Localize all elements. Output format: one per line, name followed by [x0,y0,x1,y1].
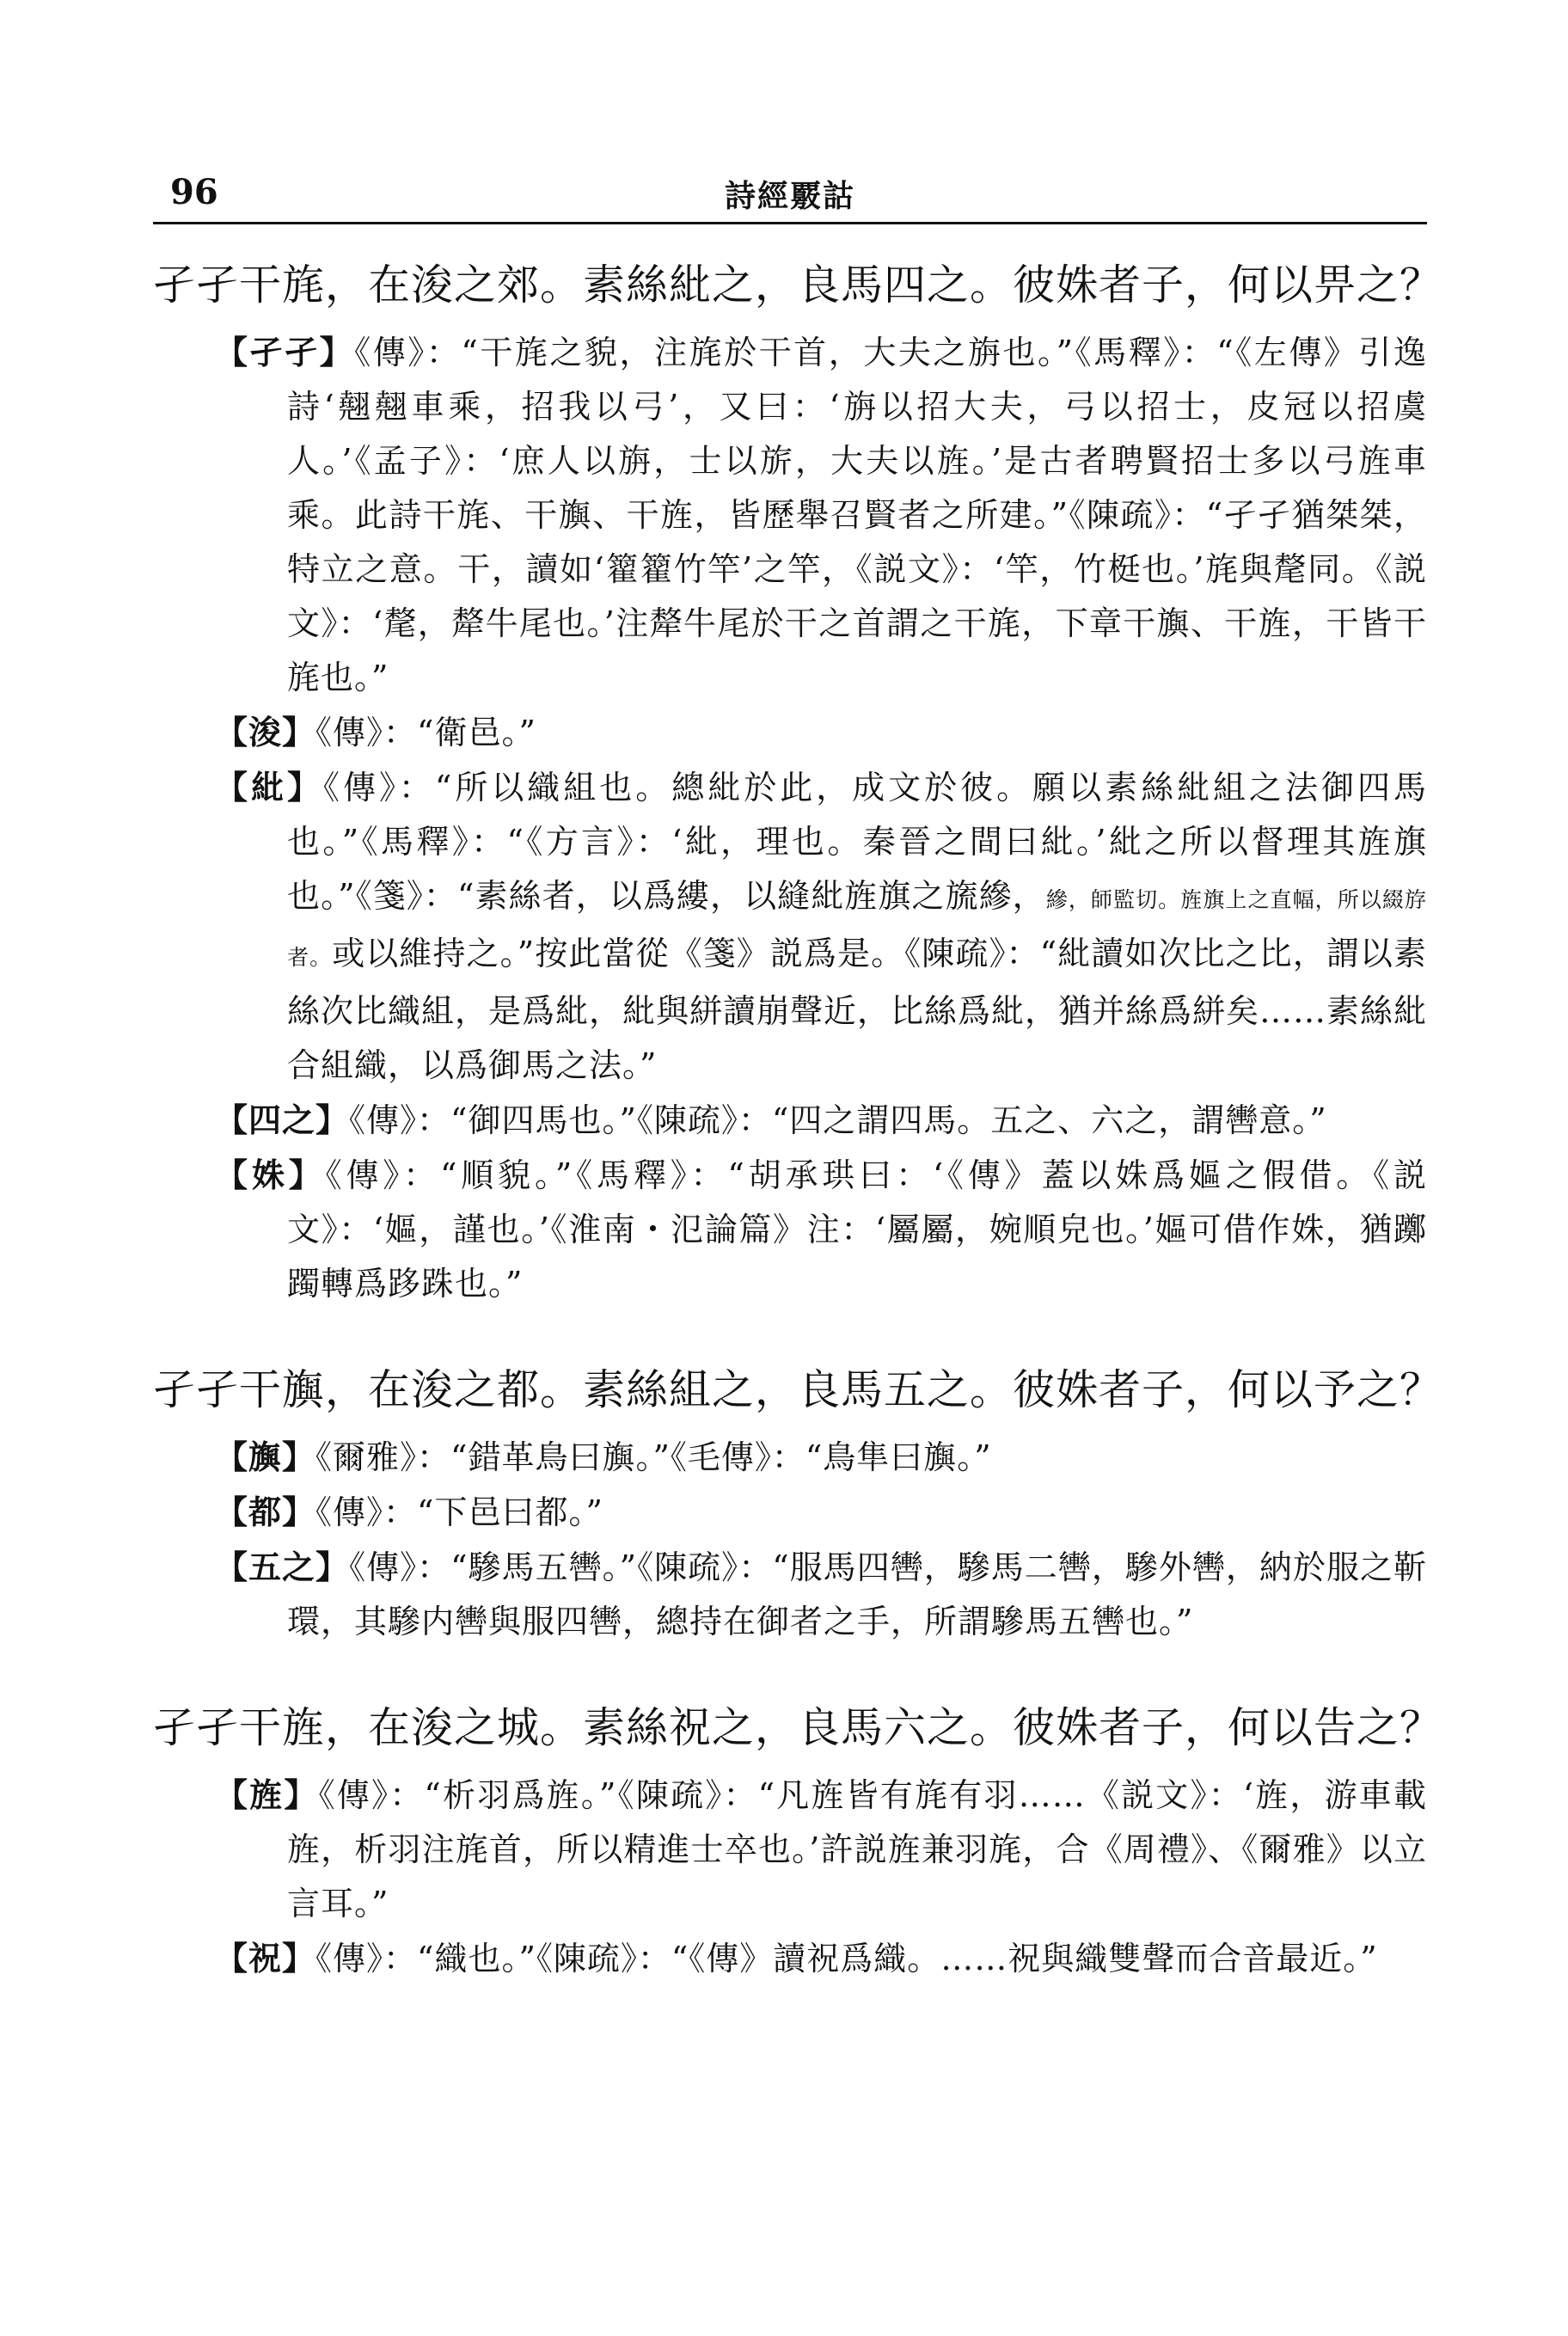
annotation-text: 《傳》：“驂馬五轡。”《陳疏》：“服馬四轡，驂馬二轡，驂外轡，納於服之靳環，其驂内轡與服四轡，總持在御者之手，所謂驂馬五轡也。” [287,1548,1427,1640]
stanza-section-2 [153,1363,1443,1649]
annotation-entry [215,325,1427,705]
annotation-term: 【旟】 [215,1438,316,1476]
annotation-text: 《傳》：“順貌。”《馬釋》：“胡承珙曰：‘《傳》蓋以姝爲嫗之假借。《説文》：‘嫗，謹也。’《淮南・氾論篇》注：‘屬屬，婉順皃也。’嫗可借作姝，猶躑躅轉爲跢跦也。” [287,1156,1427,1303]
annotation-entry [215,1768,1427,1931]
annotation-entry [215,705,1427,760]
annotation-entry [215,1430,1427,1485]
stanza-section-1 [153,258,1443,1311]
running-title: 詩經覈詁 [724,178,855,214]
annotation-entry [215,760,1427,1093]
annotation-entry [215,1485,1427,1540]
annotation-term: 【姝】 [215,1156,326,1194]
annotation-text: 《傳》：“御四馬也。”《陳疏》：“四之謂四馬。五之、六之，謂轡意。” [349,1101,1327,1139]
annotation-text: 《傳》：“衛邑。” [315,714,536,751]
header-rule [153,222,1427,224]
annotation-term: 【旌】 [215,1775,319,1814]
page-body [153,258,1443,1986]
annotation-entry [215,1148,1427,1311]
annotation-entry [215,1931,1427,1986]
annotation-text: 《傳》：“析羽爲旌。”《陳疏》：“凡旌皆有旄有羽……《説文》：‘旌，游車載旌，析羽注旄首，所以精進士卒也。’許説旌兼羽旄，合《周禮》、《爾雅》以立言耳。” [287,1776,1427,1922]
annotation-text: 《傳》：“干旄之貌，注旄於干首，大夫之旃也。”《馬釋》：“《左傳》引逸詩‘翹翹車乘，招我以弓’，又曰：‘旃以招大夫，弓以招士，皮冠以招虞人。’《孟子》：‘庶人以旃，士以旂，大夫以旌。’是古者聘賢招士多以弓旌車乘。此詩干旄、干旟、干旌，皆歷舉召賢者之所建。”《陳疏》：“孑孑猶桀桀，特立之意。干，讀如‘籊籊竹竿’之竿，《説文》：‘竿，竹梃也。’旄與氂同。《説文》：‘氂，犛牛尾也。’注犛牛尾於干之首謂之干旄，下章干旟、干旌，干皆干旄也。” [287,334,1427,696]
annotation-text: 《傳》：“所以織組也。總紕於此，成文於彼。願以素絲紕組之法御四馬也。”《馬釋》：“《方言》：‘紕，理也。秦晉之間曰紕。’紕之所以督理其旌旗也。”《箋》：“素絲者，以爲縷，以縫紕旌旗之旒縿， [287,769,1427,915]
page-number: 96 [170,172,218,212]
stanza-line-1: 孑孑干旄，在浚之郊。素絲紕之，良馬四之。彼姝者子，何以畀之？ [153,261,1443,310]
annotation-entry [215,1093,1427,1148]
annotation-term: 【浚】 [215,713,316,751]
annotation-term: 【孑孑】 [215,333,355,371]
annotation-text: 《傳》：“下邑曰都。” [315,1493,603,1531]
section-spacer [153,1311,1427,1363]
stanza-section-3 [153,1701,1443,1986]
annotation-term: 【五之】 [215,1548,350,1586]
annotation-text: 《爾雅》：“錯革鳥曰旟。”《毛傳》：“鳥隼曰旟。” [315,1438,992,1476]
section-spacer [153,1649,1427,1701]
annotation-term: 【四之】 [215,1101,350,1139]
page-header [153,163,1427,215]
annotation-text-continued: 或以維持之。”按此當從《箋》説爲是。《陳疏》：“紕讀如次比之比，謂以素絲次比織組，是爲紕，紕與絣讀崩聲近，比絲爲紕，猶并絲爲絣矣……素絲紕合組織，以爲御馬之法。” [287,935,1428,1084]
annotation-term: 【祝】 [215,1939,316,1977]
annotation-entry [215,1540,1427,1649]
stanza-line-2: 孑孑干旟，在浚之都。素絲組之，良馬五之。彼姝者子，何以予之？ [153,1365,1443,1414]
stanza-line-3: 孑孑干旌，在浚之城。素絲祝之，良馬六之。彼姝者子，何以告之？ [153,1703,1443,1752]
annotation-term: 【都】 [215,1493,316,1531]
annotation-text: 《傳》：“織也。”《陳疏》：“《傳》讀祝爲織。……祝與織雙聲而合音最近。” [315,1940,1378,1977]
annotation-term: 【紕】 [215,768,323,806]
annotation-small-note: 縿，師監切。旌旗上之直幅，所以綴斿者。 [287,887,1427,970]
